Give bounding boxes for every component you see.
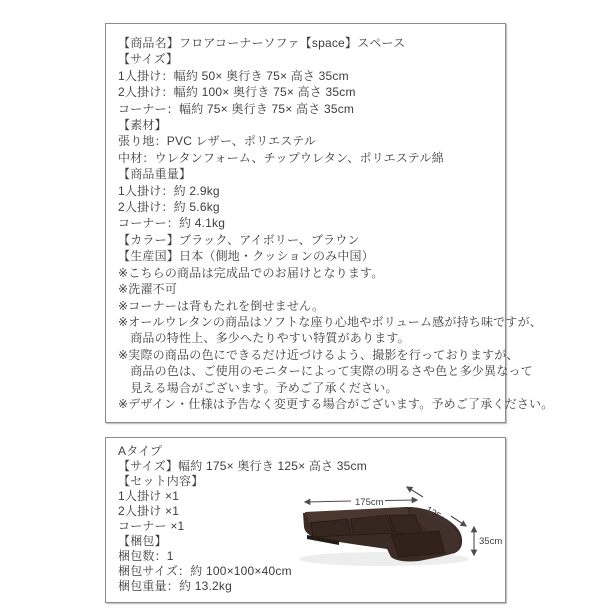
set-corner-line: コーナー ×1	[118, 519, 185, 533]
set-1p-line: 1人掛け ×1	[118, 489, 180, 503]
type-a-title: Aタイプ	[118, 444, 163, 458]
size-header-line: 【サイズ】	[118, 52, 179, 67]
note-urethane-line-2: 商品の特性上、多少へたりやすい特質があります。	[118, 331, 410, 346]
depth-dim-line-top	[407, 487, 423, 497]
type-a-panel	[105, 437, 506, 603]
set-2p-line: 2人掛け ×1	[118, 504, 180, 518]
size-1p-line: 1人掛け：幅約 50× 奥行き 75× 高さ 35cm	[118, 68, 349, 83]
size-corner-line: コーナー：幅約 75× 奥行き 75× 高さ 35cm	[118, 101, 355, 116]
origin-line: 【生産国】日本（側地・クッションのみ中国）	[118, 249, 374, 264]
type-a-size-line: 【サイズ】幅約 175× 奥行き 125× 高さ 35cm	[118, 459, 367, 473]
sofa-depth-label: 125cm	[423, 504, 454, 530]
material-header-line: 【素材】	[118, 118, 167, 133]
note-urethane-line-1: ※オールウレタンの商品はソフトな座り心地やボリューム感が持ち味ですが、	[118, 314, 542, 329]
weight-2p-line: 2人掛け：約 5.6kg	[118, 200, 220, 215]
note-design-line: ※デザイン・仕様は予告なく変更する場合がございます。予めご了承ください。	[118, 396, 554, 411]
sofa-front-seat-cushion	[391, 531, 445, 557]
sofa-height-label: 35cm	[479, 536, 503, 547]
packing-weight-line: 梱包重量：約 13.2kg	[118, 579, 232, 593]
note-color-line-3: 見える場合がございます。予めご了承ください。	[118, 380, 398, 395]
width-dim-line-right	[385, 500, 417, 501]
sofa-width-label: 175cm	[355, 497, 384, 508]
color-line: 【カラー】ブラック、アイボリー、ブラウン	[118, 232, 360, 247]
sofa-product-photo	[299, 479, 505, 602]
upholstery-line: 張り地：PVC レザー、ポリエステル	[118, 134, 317, 149]
note-color-line-2: 商品の色は、ご使用のモニターによって実際の明るさや色と多少異なって	[118, 364, 533, 379]
packing-header-line: 【梱包】	[118, 534, 167, 548]
size-2p-line: 2人掛け：幅約 100× 奥行き 75× 高さ 35cm	[118, 85, 356, 100]
sofa-seat-cushion-2	[351, 515, 393, 535]
note-color-line-1: ※実際の商品の色にできるだけ近づけるよう、撮影を行っておりますが、	[118, 347, 519, 362]
width-dim-line-left	[305, 501, 351, 502]
packing-size-line: 梱包サイズ：約 100×100×40cm	[118, 564, 292, 578]
weight-header-line: 【商品重量】	[118, 167, 192, 182]
filling-line: 中材：ウレタンフォーム、チップウレタン、ポリエステル綿	[118, 150, 444, 165]
note-backrest-line: ※コーナーは背もたれを倒せません。	[118, 298, 325, 313]
note-assembled-line: ※こちらの商品は完成品でのお届けとなります。	[118, 265, 384, 280]
note-nowash-line: ※洗濯不可	[118, 282, 178, 297]
product-name-line: 【商品名】フロアコーナーソファ【space】スペース	[118, 36, 406, 50]
weight-1p-line: 1人掛け：約 2.9kg	[118, 183, 220, 198]
product-spec-panel	[105, 23, 554, 423]
weight-corner-line: コーナー：約 4.1kg	[118, 216, 226, 231]
set-header-line: 【セット内容】	[118, 474, 204, 488]
packing-count-line: 梱包数：1	[118, 549, 174, 563]
